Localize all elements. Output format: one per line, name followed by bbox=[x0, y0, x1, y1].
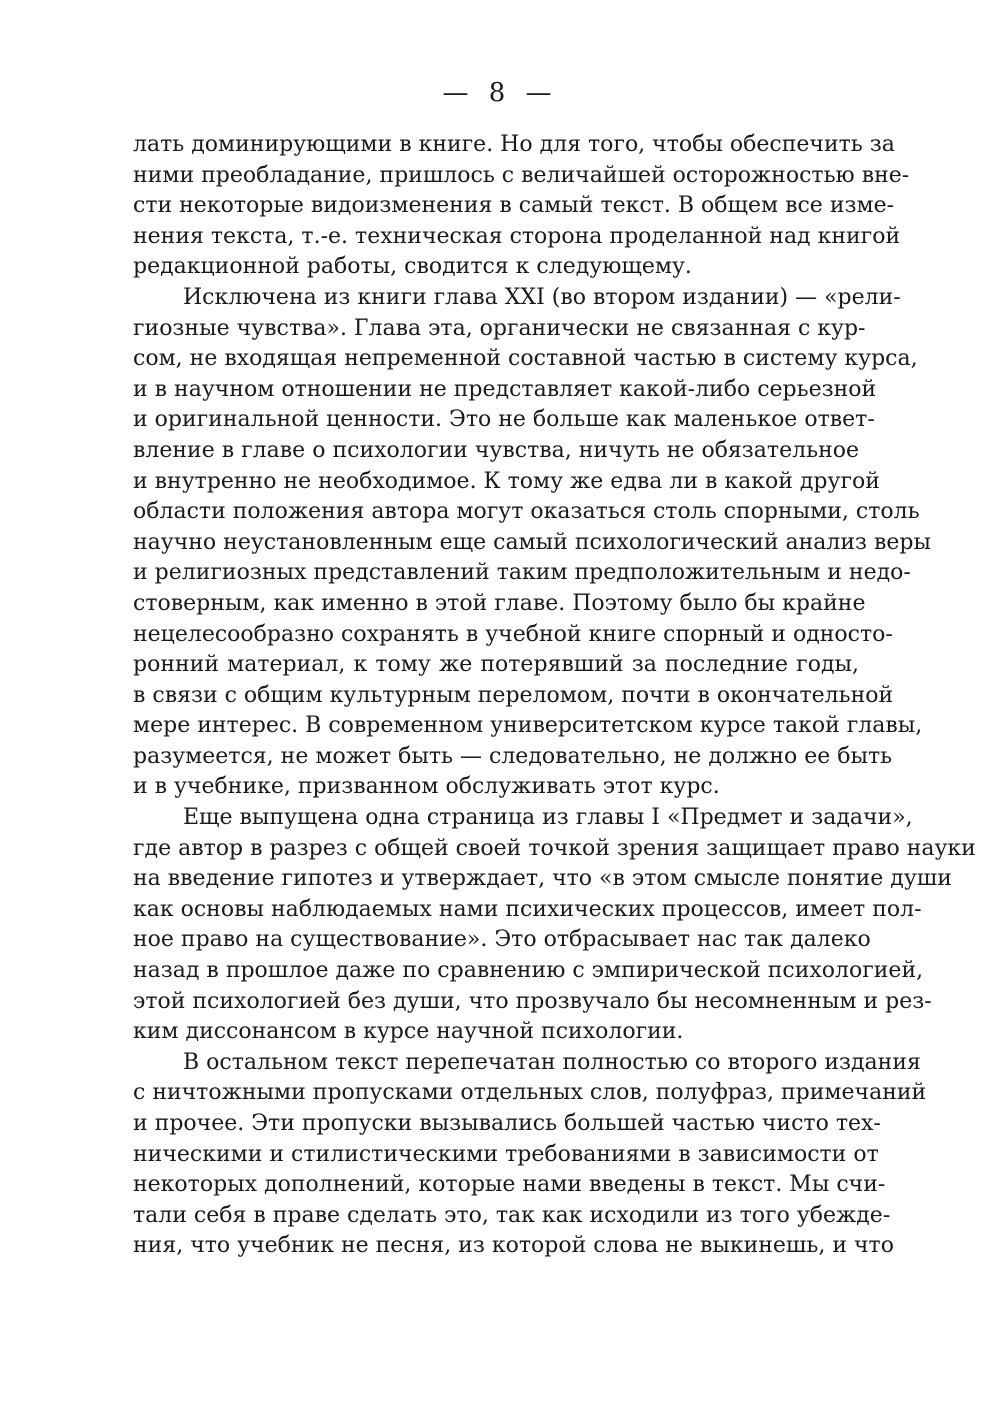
text-line: и религиозных представлений таким предположительным и недо- bbox=[133, 560, 911, 586]
text-line: нецелесообразно сохранять в учебной книге спорный и односто- bbox=[133, 621, 893, 647]
text-line: стоверным, как именно в этой главе. Поэтому было бы крайне bbox=[133, 590, 866, 616]
text-line: тали себя в праве сделать это, так как исходили из того убежде- bbox=[133, 1202, 891, 1228]
text-line: ронний материал, к тому же потерявший за последние годы, bbox=[133, 652, 859, 678]
text-line: гиозные чувства». Глава эта, органически не связанная с кур- bbox=[133, 315, 866, 341]
paragraph-3 bbox=[133, 803, 976, 1048]
text-line: Еще выпущена одна страница из главы I «Предмет и задачи», bbox=[183, 805, 913, 831]
text-line: в связи с общим культурным переломом, почти в окончательной bbox=[133, 682, 894, 708]
text-line: разумеется, не может быть — следовательно, не должно ее быть bbox=[133, 743, 893, 769]
text-line: как основы наблюдаемых нами психических процессов, имеет пол- bbox=[133, 896, 922, 922]
text-line: с ничтожными пропусками отдельных слов, полуфраз, примечаний bbox=[133, 1080, 927, 1106]
text-line: и прочее. Эти пропуски вызывались большей частью чисто тех- bbox=[133, 1111, 881, 1136]
text-line: области положения автора могут оказаться столь спорными, столь bbox=[133, 499, 920, 525]
text-line: и в научном отношении не представляет какой-либо серьезной bbox=[133, 376, 877, 402]
text-line: научно неустановленным еще самый психологический анализ веры bbox=[133, 529, 932, 555]
text-line: мере интерес. В современном университетском курсе такой главы, bbox=[133, 713, 923, 739]
text-line: редакционной работы, сводится к следующему. bbox=[133, 254, 692, 280]
paragraph-4 bbox=[133, 1048, 927, 1262]
text-line: нения текста, т.-е. техническая сторона проделанной над книгой bbox=[133, 223, 901, 249]
text-line: сом, не входящая непременной составной частью в систему курса, bbox=[133, 346, 918, 372]
text-line: и внутренно не необходимое. К тому же едва ли в какой другой bbox=[133, 468, 880, 494]
text-line: назад в прошлое даже по сравнению с эмпирической психологией, bbox=[133, 958, 924, 984]
text-line: ное право на существование». Это отбрасывает нас так далеко bbox=[133, 927, 871, 953]
paragraph-2 bbox=[133, 283, 932, 803]
text-line: сти некоторые видоизменения в самый текст. В общем все изме- bbox=[133, 193, 895, 219]
page-number: — 8 — bbox=[442, 78, 558, 108]
text-line: лать доминирующими в книге. Но для того, чтобы обеспечить за bbox=[133, 132, 895, 157]
text-line: этой психологией без души, что прозвучало бы несомненным и рез- bbox=[133, 988, 932, 1014]
text-line: ническими и стилистическими требованиями в зависимости от bbox=[133, 1141, 879, 1167]
text-line: некоторых дополнений, которые нами введены в текст. Мы счи- bbox=[133, 1172, 886, 1198]
paragraph-1 bbox=[133, 130, 910, 283]
text-line: В остальном текст перепечатан полностью со второго издания bbox=[183, 1049, 921, 1075]
text-line: и в учебнике, призванном обслуживать этот курс. bbox=[133, 774, 720, 800]
text-line: ния, что учебник не песня, из которой слова не выкинешь, и что bbox=[133, 1233, 894, 1259]
text-line: где автор в разрез с общей своей точкой зрения защищает право науки bbox=[133, 835, 976, 861]
text-line: Исключена из книги глава XXI (во втором издании) — «рели- bbox=[183, 284, 901, 310]
body-text bbox=[133, 130, 976, 1262]
text-line: и оригинальной ценности. Это не больше как маленькое ответ- bbox=[133, 407, 875, 433]
text-line: ними преобладание, пришлось с величайшей осторожностью вне- bbox=[133, 162, 910, 188]
text-line: ким диссонансом в курсе научной психологии. bbox=[133, 1019, 684, 1045]
text-line: на введение гипотез и утверждает, что «в этом смысле понятие души bbox=[133, 866, 952, 892]
text-line: вление в главе о психологии чувства, ничуть не обязательное bbox=[133, 437, 859, 463]
